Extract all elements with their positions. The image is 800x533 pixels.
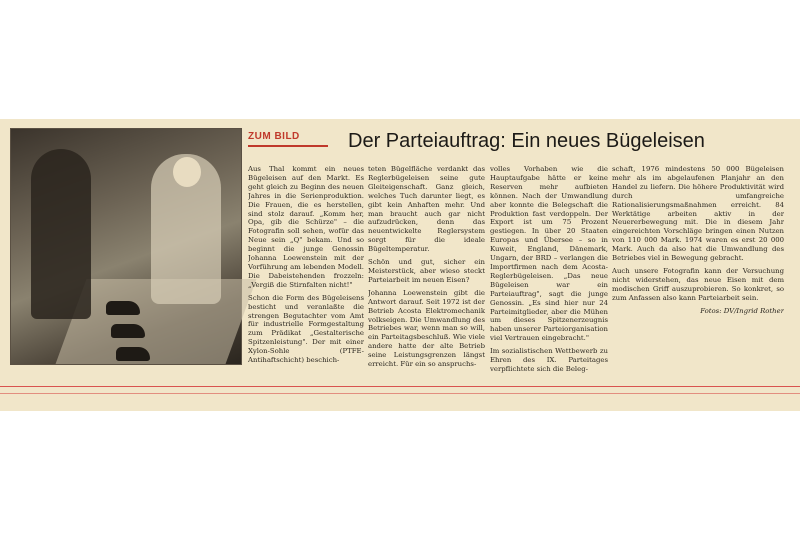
article-headline: Der Parteiauftrag: Ein neues Bügeleisen xyxy=(348,130,705,152)
text-column-4 xyxy=(612,165,784,377)
decorative-rule xyxy=(0,393,800,394)
article-photo xyxy=(10,128,242,365)
paragraph: Schön und gut, sicher ein Meisterstück, aber wieso steckt Parteiarbeit im neuen Eisen? xyxy=(368,258,485,284)
iron-icon xyxy=(106,301,140,315)
iron-icon xyxy=(116,347,150,361)
kicker-label: ZUM BILD xyxy=(248,131,300,142)
paragraph: schaft, 1976 mindestens 50 000 Bügeleisen mehr als im abgelaufenen Planjahr an den Handel zu liefern. Die höhere Produktivität wird durch umfangreiche Rationalisierungsmaßnahmen erreicht. 84 Werktätige arbeiten aktiv in der Neuererbewegung mit. Die in diesem Jahr eingereichten Vorschläge bringen einen Nutzen von 110 000 Mark. 1974 waren es erst 20 000 Mark. Auch da also hat die Umwandlung des Betriebes viel in Bewegung gebracht. xyxy=(612,165,784,263)
paragraph: teten Bügelfläche verdankt das Reglerbügeleisen seine gute Gleiteigenschaft. Ganz gleich, welches Tuch darunter liegt, es gibt kein Anhaften mehr. Und man braucht auch gar nicht aufzudrücken, denn das neuentwickelte Reglersystem sorgt für die ideale Bügeltemperatur. xyxy=(368,165,485,254)
iron-icon xyxy=(111,324,145,338)
text-column-1 xyxy=(248,165,364,377)
paragraph: volles Vorhaben wie die Hauptaufgabe hätte er keine Reserven mehr aufbieten können. Nach der Umwandlung aber konnte die Belegschaft die Produktion fast verdoppeln. Der Export ist um 75 Prozent gestiegen. In über 20 Staaten Europas und Übersee – so in Kuweit, England, Dänemark, Ungarn, der BRD – verlangen die Importfirmen nach dem Acosta-Reglerbügeleisen. „Das neue Bügeleisen war ein Parteiauftrag", sagt die junge Genossin. „Es sind hier nur 24 Parteimitglieder, aber die Mühen um dieses Spitzenerzeugnis haben unserer Parteiorganisation viel Vertrauen eingebracht." xyxy=(490,165,608,343)
photo-man-figure xyxy=(31,149,91,319)
paragraph: Im sozialistischen Wettbewerb zu Ehren des IX. Parteitages verpflichtete sich die Beleg- xyxy=(490,347,608,373)
photo-woman-face xyxy=(173,157,201,187)
decorative-rule xyxy=(0,386,800,387)
text-column-2 xyxy=(368,165,485,377)
kicker-rule xyxy=(248,145,328,147)
paragraph: Aus Thal kommt ein neues Bügeleisen auf den Markt. Es geht gleich zu Beginn des neuen Jahres in die Serienproduktion. Die Frauen, die es herstellen, sind stolz darauf. „Komm her, Opa, gib die Schürze" – die Fotografin soll sehen, wofür das Neue sein „Q" bekam. Und so beginnt die junge Genossin Johanna Loewenstein mit der Vorführung am lebenden Modell. Die Dabeistehenden frozzeln: „Vergiß die Stirnfalten nicht!" xyxy=(248,165,364,289)
paragraph: Auch unsere Fotografin kann der Versuchung nicht widerstehen, das neue Eisen mit dem modischen Griff auszuprobieren. So konkret, so zum Anfassen also kann Parteiarbeit sein. xyxy=(612,266,784,302)
paragraph: Johanna Loewenstein gibt die Antwort darauf. Seit 1972 ist der Betrieb Acosta Elektromechanik volkseigen. Die Umwandlung des Betriebes war, wenn man so will, ein Parteitagsbeschluß. Wie viele andere hatte der alte Betrieb seine Leistungsgrenzen längst erreicht. Für ein so anspruchs- xyxy=(368,288,485,369)
photo-credit: Fotos: DV/Ingrid Rother xyxy=(700,306,784,315)
text-column-3 xyxy=(490,165,608,377)
paragraph: Schon die Form des Bügeleisens besticht und veranlaßte die strengen Begutachter vom Amt für industrielle Formgestaltung zum Prädikat „Gestalterische Spitzenleistung". Der mit einer Xylon-Sohle (PTFE-Antihaftschicht) beschich- xyxy=(248,293,364,365)
